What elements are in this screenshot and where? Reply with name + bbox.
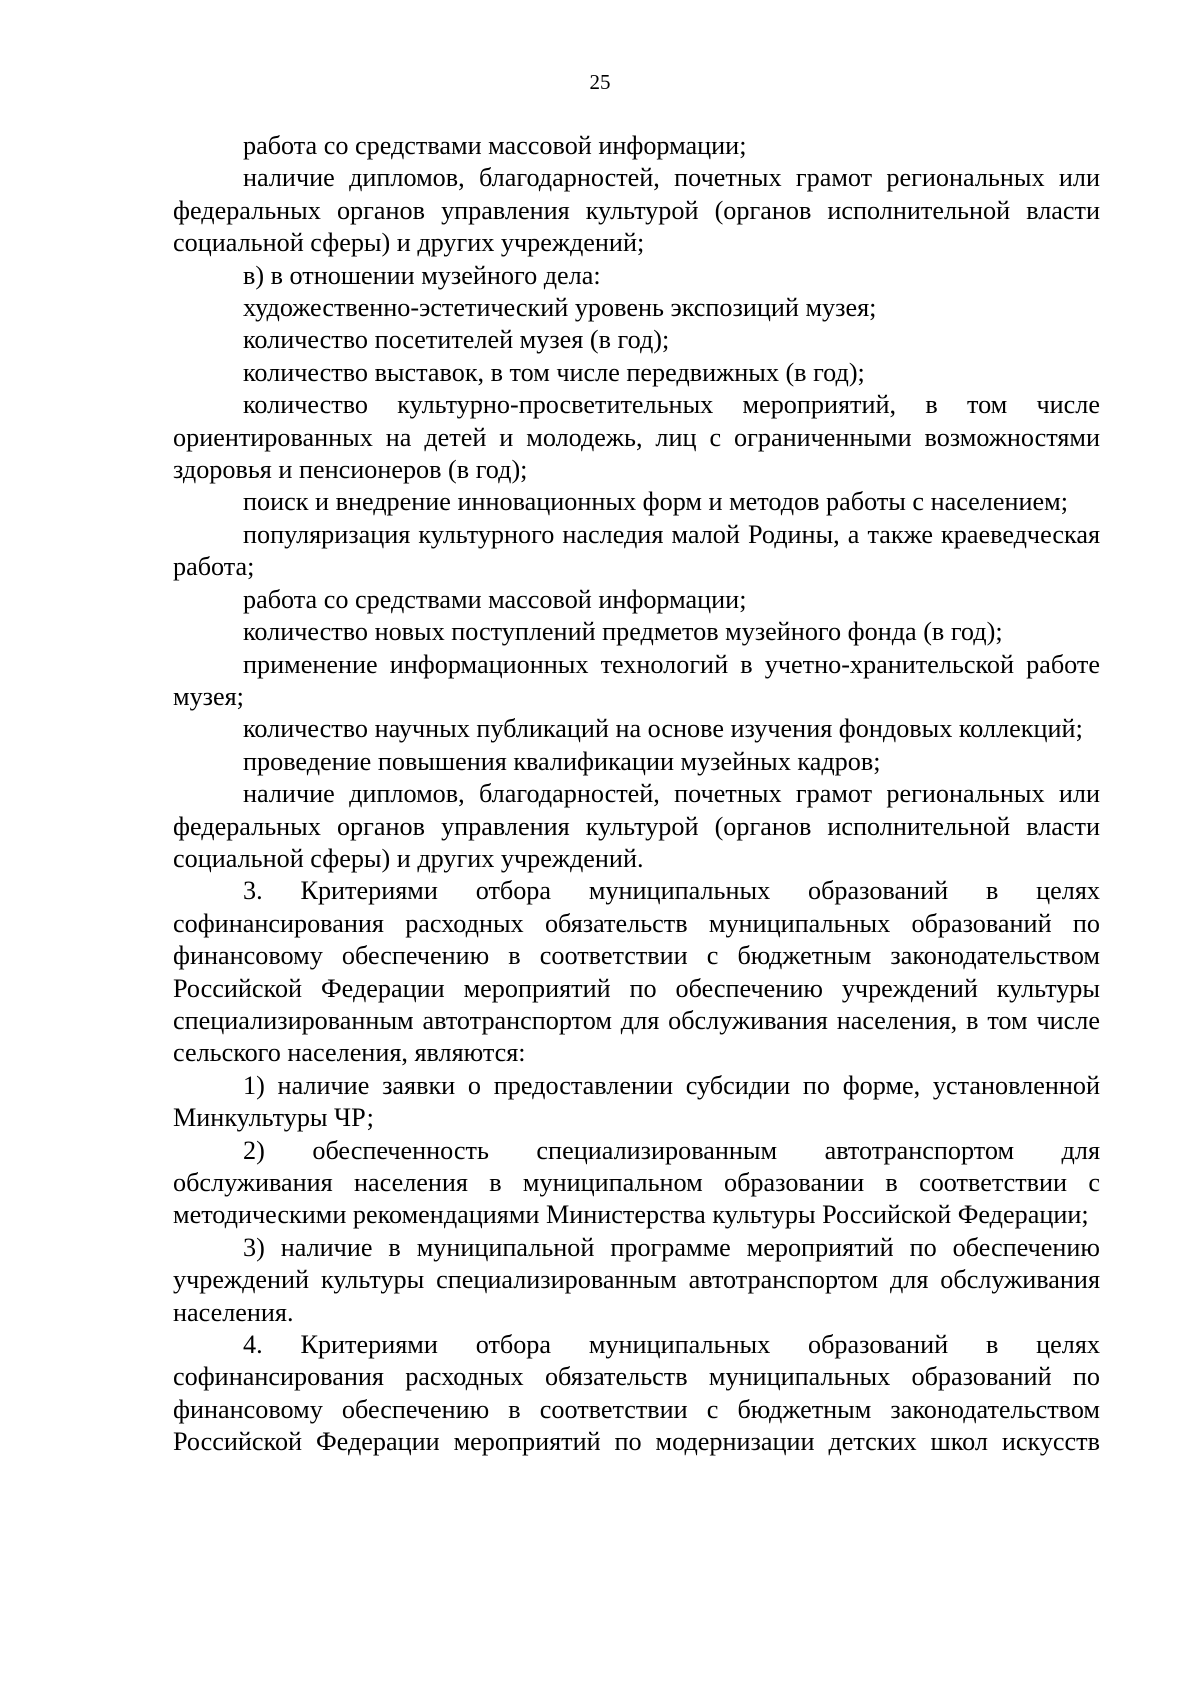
paragraph: работа со средствами массовой информации; [243, 584, 747, 614]
paragraph: 1) наличие заявки о предоставлении субсидии по форме, установленной Минкультуры ЧР; [173, 1070, 1100, 1133]
paragraph: поиск и внедрение инновационных форм и методов работы с населением; [243, 487, 1068, 517]
page-number: 25 [589, 70, 611, 94]
paragraph: количество новых поступлений предметов музейного фонда (в год); [243, 617, 1003, 647]
paragraph: количество культурно-просветительных мероприятий, в том числе ориентированных на детей и молодежь, лиц с ограниченными возможностями здоровья и пенсионеров (в год); [173, 390, 1100, 485]
paragraph: художественно-эстетический уровень экспозиций музея; [243, 293, 877, 323]
paragraph: количество научных публикаций на основе изучения фондовых коллекций; [243, 714, 1083, 744]
paragraph: 2) обеспеченность специализированным автотранспортом для обслуживания населения в муниципальном образовании в соответствии с методическими рекомендациями Министерства культуры Российской Федерации; [173, 1135, 1100, 1230]
paragraph: проведение повышения квалификации музейных кадров; [243, 746, 881, 776]
paragraph: наличие дипломов, благодарностей, почетных грамот региональных или федеральных органов управления культурой (органов исполнительной власти социальной сферы) и других учреждений; [173, 163, 1100, 258]
paragraph: применение информационных технологий в учетно-хранительской работе музея; [173, 649, 1100, 711]
paragraph: 3) наличие в муниципальной программе мероприятий по обеспечению учреждений культуры специализированным автотранспортом для обслуживания населения. [173, 1232, 1100, 1327]
paragraph: в) в отношении музейного дела: [243, 260, 601, 290]
paragraph: работа со средствами массовой информации; [243, 131, 747, 160]
paragraph: количество посетителей музея (в год); [243, 325, 670, 355]
paragraph: 4. Критериями отбора муниципальных образований в целях софинансирования расходных обязательств муниципальных образований по финансовому обеспечению в соответствии с бюджетным законодательством Российской Федерации мероприятий по модернизации детских школ искусств [173, 1330, 1100, 1457]
paragraph: популяризация культурного наследия малой Родины, а также краеведческая работа; [173, 519, 1100, 582]
paragraph: наличие дипломов, благодарностей, почетных грамот региональных или федеральных органов управления культурой (органов исполнительной власти социальной сферы) и других учреждений. [173, 779, 1100, 873]
paragraph: количество выставок, в том числе передвижных (в год); [243, 357, 865, 387]
paragraph: 3. Критериями отбора муниципальных образований в целях софинансирования расходных обязательств муниципальных образований по финансовому обеспечению в соответствии с бюджетным законодательством Российской Федерации мероприятий по обеспечению учреждений культуры специализированным автотранспортом для обслуживания населения, в том числе сельского населения, являются: [173, 876, 1100, 1068]
document-body [173, 130, 1100, 1459]
